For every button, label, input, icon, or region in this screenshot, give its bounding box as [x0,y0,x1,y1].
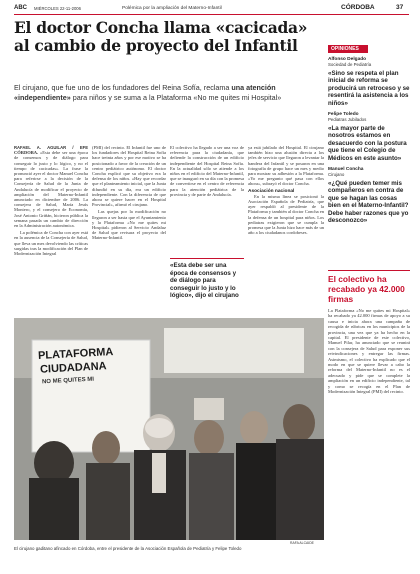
box-text: La Plataforma «No me quites mi Hospital» ha recabado ya 42.000 firmas de apoyo a su causa e inicia ahora una campaña de recogida de rúbricas en los municipios de la provincia, una vez que ya ha hecho en la capital. El presidente de este colectivo, Manuel Pilar, ha anunciado que se reunirá con la consejera de Salud para exponer sus reivindicaciones y entregar las firmas. Asimismo, el colectivo ha explicado que el modo en que se quiere llevar a cabo la reforma del Materno-Infantil no es el adecuado y pide que se complete la ampliación en un edificio independiente, tal y como se recogía en el Plan de Modernización Integral (PMI) del recinto. [328,308,410,395]
photo-caption: El cirujano gaditano afincado en Córdoba, entre el presidente de la Asociación Española de Pediatría y Felipe Toledo [14,546,242,551]
topic-line: Polémica por la ampliación del Materno-Infantil [122,6,222,11]
lead-text-2: para niños y se suma a la Plataforma «No me quites mi Hospital» [70,92,282,102]
opinions-heading: OPINIONES [328,45,368,53]
opinion-quote: «Sino se respeta el plan inicial de reforma se producirá un retroceso y se resentirá la asistencia a los niños» [328,70,410,107]
body-text-4: ya está jubilado del Hospital. El cirujano también hizo una alusión directa a los jefes de servicio que llegaron a levantar la bandera del Infantil y se posaron en una fotografía de grupo hace un mes y medio para mostrar su adhesión a la Plataforma. «Yo me pregunto qué pasa con ellos ahora», subrayó el doctor Concha. [248,145,324,187]
page-header [14,4,409,14]
signatures-box [328,270,410,560]
lead-bold: una atención «independiente» [14,83,276,102]
photo-credit: RAFA ALCAIDE [290,541,314,545]
banner-text-3: NO ME QUITES MI [41,376,95,386]
lead-text-1: El cirujano, que fue uno de los fundadores del Reina Sofía, reclama [14,83,232,92]
banner-text-2: CIUDADANA [39,360,107,376]
issue-date: MIÉRCOLES 22-11-2006 [34,6,81,11]
page-number: 37 [396,4,404,11]
byline-place: CÓRDOBA. [14,150,39,156]
brand-logo: ABC [14,5,27,11]
headline: El doctor Concha llama «cacicada» al cambio de proyecto del Infantil [14,18,308,55]
body-text-2: (PMI) del recinto. El Infantil fue uno de los fundadores del Hospital Reina Sofía hace treinta años y por ese motivo se ha posicionado a favor de la creación de un centro pediátrico autónomo. El doctor Concha explicó que su objetivo era la defensa de los niños. «Hay que recordar que el planteamiento inicial, que la Junta difundió en su día, era un edificio independiente. Con la diferencia de que ahora se quiere hacer en el Hospital Provincial», afirmó el cirujano. [92,145,166,208]
opinion-item [328,112,410,162]
opinion-role: Cirujano [328,172,345,178]
body-column-2 [92,145,166,313]
opinion-item [328,57,410,107]
news-photo [14,318,324,540]
body-text-1: «Esta debe ser una época de consensos y de diálogo para conseguir lo justo y lo lógico, y no el tiempo de cacicadas». La frase la pronunció ayer el doctor Manuel Concha para referirse a la decisión de la Consejería de Salud de la Junta de Andalucía de modificar el proyecto de ampliación del Materno-Infantil anunciado en diciembre de 2006. La consejera de Salud, María Jesús Montero, y el consejero de Economía, José Antonio Griñán, hicieron pública la semana pasada un cambio de dirección en la Administración autonómica. [14,150,88,229]
opinion-role: Sociedad de Pediatría [328,62,372,67]
lead-paragraph [14,83,324,102]
opinion-name: Felipe Toledo [328,112,359,118]
opinion-quote: «¿Qué pueden temer mis compañeros en contra de que se hagan las cosas bien en el Materno-Infantil? Debe haber razones que yo desconozco» [328,180,409,225]
header-rule [14,14,409,15]
opinion-name: Manuel Concha [328,167,364,173]
body-column-1 [14,145,88,313]
body-column-3 [170,145,244,245]
body-text-4b: En la misma línea se posicionó la Asociación Española de Pediatría, que ayer respaldó al presidente de la Plataforma y también al doctor Concha en la defensa de un hospital para niños. Los pediatras exigieron que se cumpla la promesa que la Junta hizo hace más de un año a los ciudadanos cordobeses. [248,193,324,236]
opinion-name: Alfonso Delgado [328,57,367,62]
section-name: CÓRDOBA [341,4,375,11]
byline-author: RAFAEL A. AGUILAR / EFE [14,145,88,150]
banner-text-1: PLATAFORMA [37,346,114,362]
body-text-3: El colectivo ha llegado a ser una voz de referencia para la ciudadanía, que defiende la construcción de un edificio independiente del Hospital Reina Sofía. En la actualidad sólo se atiende a los niños en el edificio del Materno-Infantil, que se inauguró en su día con la promesa de convertirse en el centro de referencia para la atención pediátrica de la provincia y de parte de Andalucía. [170,145,244,197]
body-column-4 [248,145,324,313]
opinion-item [328,167,410,224]
body-text-2b: Las quejas por la modificación no llegaron a ser hasta que el Ayuntamiento y la Plataforma «No me quites mi Hospital» pidieron al Servicio Andaluz de Salud que revisara el proyecto del Materno-Infantil. [92,209,166,241]
opinions-sidebar [328,45,410,267]
pull-quote: «Esta debe ser una época de consensos y de diálogo para conseguir lo justo y lo lógico», dijo el cirujano [170,258,244,300]
body-text-1b: La polémica de Concha con ayer está en la ausencia de la Consejería de Salud, que lleva un mes devolviendo las críticas surgidas tras la modificación del Plan de Modernización Integral [14,230,88,257]
box-title: El colectivo ha recabado ya 42.000 firmas [328,274,405,304]
opinion-quote: «La mayor parte de nosotros estamos en desacuerdo con la postura que tiene el Colegio de Médicos en este asunto» [328,125,407,162]
opinion-role: Pediatras Jubilados [328,117,367,123]
subhead: Asociación nacional [248,188,295,194]
